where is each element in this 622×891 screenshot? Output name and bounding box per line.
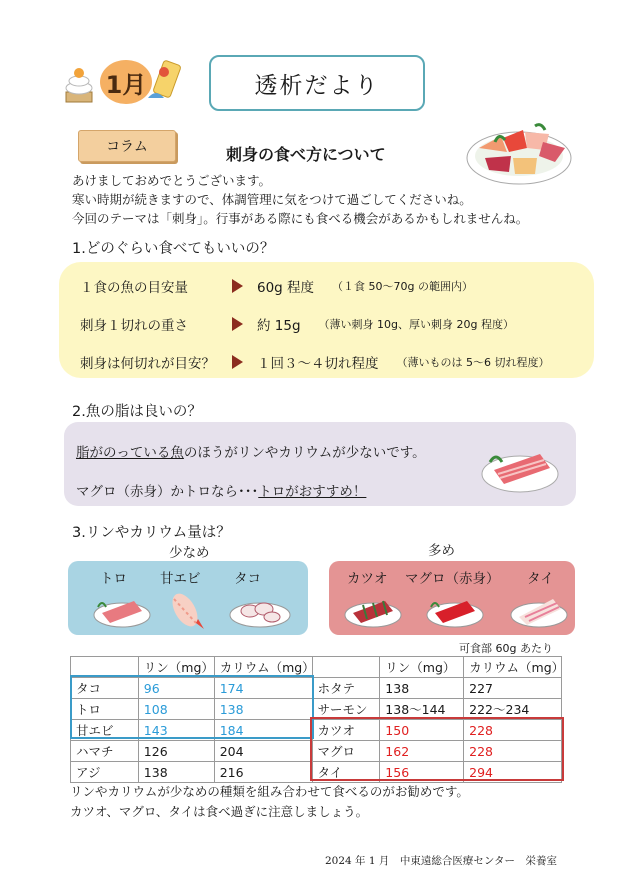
- col-header-phosphorus: リン（mg）: [380, 657, 464, 678]
- fish-name: マグロ: [312, 741, 380, 762]
- sea-bream-icon: [509, 589, 569, 629]
- portion-value: 約 15g: [257, 318, 301, 334]
- newsletter-title: 透析だより: [209, 55, 425, 111]
- fish-label: マグロ（赤身）: [405, 571, 500, 587]
- potassium-value: 294: [464, 762, 562, 783]
- fish-label: 甘エビ: [160, 571, 201, 587]
- less-label: 少なめ: [169, 545, 210, 561]
- portion-row: [80, 276, 473, 296]
- portion-value: １回３～４切れ程度: [257, 356, 379, 372]
- phosphorus-value: 126: [138, 741, 214, 762]
- summary-text: [70, 782, 469, 822]
- month-badge: [64, 58, 184, 108]
- fish-label: タコ: [234, 571, 261, 587]
- unit-note: 可食部 60g あたり: [459, 642, 553, 655]
- potassium-value: 222～234: [464, 699, 562, 720]
- portion-row: [80, 314, 514, 334]
- fish-name: 甘エビ: [71, 720, 139, 741]
- column-title: 刺身の食べ方について: [226, 145, 386, 164]
- col-header-potassium: カリウム（mg）: [464, 657, 562, 678]
- fatty-fish-text: 脂がのっている魚: [76, 445, 184, 461]
- fish-name: トロ: [71, 699, 139, 720]
- octopus-icon: [228, 589, 292, 629]
- col-header-phosphorus: リン（mg）: [138, 657, 214, 678]
- fat-info-line: [76, 441, 426, 461]
- potassium-value: 227: [464, 678, 562, 699]
- fish-name: タコ: [71, 678, 139, 699]
- fish-label: カツオ: [347, 571, 388, 587]
- more-fish-box: [329, 561, 575, 635]
- column-tag: コラム: [78, 130, 176, 162]
- fat-info-text: のほうがリンやカリウムが少ないです。: [183, 445, 426, 461]
- portion-value: 60g 程度: [257, 280, 315, 296]
- low-group-highlight: [70, 675, 314, 739]
- bonito-icon: [343, 589, 403, 629]
- arrow-right-icon: [232, 355, 243, 369]
- section3-heading: 3.リンやカリウム量は？: [72, 525, 231, 541]
- col-header-potassium: カリウム（mg）: [214, 657, 312, 678]
- fish-label: タイ: [527, 571, 554, 587]
- arrow-right-icon: [232, 317, 243, 331]
- toro-icon: [92, 589, 152, 629]
- tuna-icon: [425, 589, 485, 629]
- portion-row: [80, 352, 550, 372]
- portion-label: 刺身は何切れが目安？: [80, 356, 215, 372]
- toro-plate-illustration: [480, 440, 560, 494]
- intro-line: 今回のテーマは「刺身」。行事がある際にも食べる機会があるかもしれませんね。: [72, 211, 529, 226]
- phosphorus-value: 138: [138, 762, 214, 783]
- phosphorus-value: 156: [380, 762, 464, 783]
- potassium-value: 228: [464, 720, 562, 741]
- phosphorus-value: 96: [138, 678, 214, 699]
- phosphorus-value: 150: [380, 720, 464, 741]
- portion-note: （薄いものは 5～6 切れ程度）: [396, 356, 550, 369]
- potassium-value: 228: [464, 741, 562, 762]
- potassium-value: 184: [214, 720, 312, 741]
- fat-compare-text: マグロ（赤身）かトロなら･･･: [76, 484, 259, 500]
- section2-heading: 2.魚の脂は良いの？: [72, 404, 202, 420]
- intro-line: 寒い時期が続きますので、体調管理に気をつけて過ごしてくださいね。: [72, 192, 472, 207]
- fish-name: タイ: [312, 762, 380, 783]
- less-fish-box: [68, 561, 308, 635]
- potassium-value: 216: [214, 762, 312, 783]
- high-group-highlight: [310, 717, 564, 781]
- footer-credit: 2024 年 1 月 中東遠総合医療センター 栄養室: [325, 855, 557, 867]
- fish-name: カツオ: [312, 720, 380, 741]
- intro-text: [72, 171, 528, 228]
- potassium-value: 174: [214, 678, 312, 699]
- portion-note: （１食 50～70g の範囲内）: [332, 280, 474, 293]
- phosphorus-value: 143: [138, 720, 214, 741]
- potassium-value: 138: [214, 699, 312, 720]
- summary-line: リンやカリウムが少なめの種類を組み合わせて食べるのがお勧めです。: [70, 784, 469, 799]
- more-label: 多め: [428, 543, 455, 559]
- portion-note: （薄い刺身 10g、厚い刺身 20g 程度）: [318, 318, 514, 331]
- phosphorus-value: 138～144: [380, 699, 464, 720]
- fish-name: ハマチ: [71, 741, 139, 762]
- section1-heading: 1.どのぐらい食べてもいいの？: [72, 241, 275, 257]
- phosphorus-value: 108: [138, 699, 214, 720]
- fish-label: トロ: [100, 571, 127, 587]
- phosphorus-value: 162: [380, 741, 464, 762]
- intro-line: あけましておめでとうございます。: [72, 173, 272, 188]
- toro-recommend-text: トロがおすすめ！: [258, 484, 367, 500]
- summary-line: カツオ、マグロ、タイは食べ過ぎに注意しましょう。: [70, 804, 369, 819]
- fat-recommend-line: [76, 480, 366, 500]
- phosphorus-value: 138: [380, 678, 464, 699]
- arrow-right-icon: [232, 279, 243, 293]
- fish-name: アジ: [71, 762, 139, 783]
- portion-label: １食の魚の目安量: [80, 280, 188, 296]
- month-label: 1月: [100, 60, 152, 104]
- sweet-shrimp-icon: [162, 589, 208, 631]
- potassium-value: 204: [214, 741, 312, 762]
- fish-name: ホタテ: [312, 678, 380, 699]
- fish-name: サーモン: [312, 699, 380, 720]
- portion-label: 刺身１切れの重さ: [80, 318, 188, 334]
